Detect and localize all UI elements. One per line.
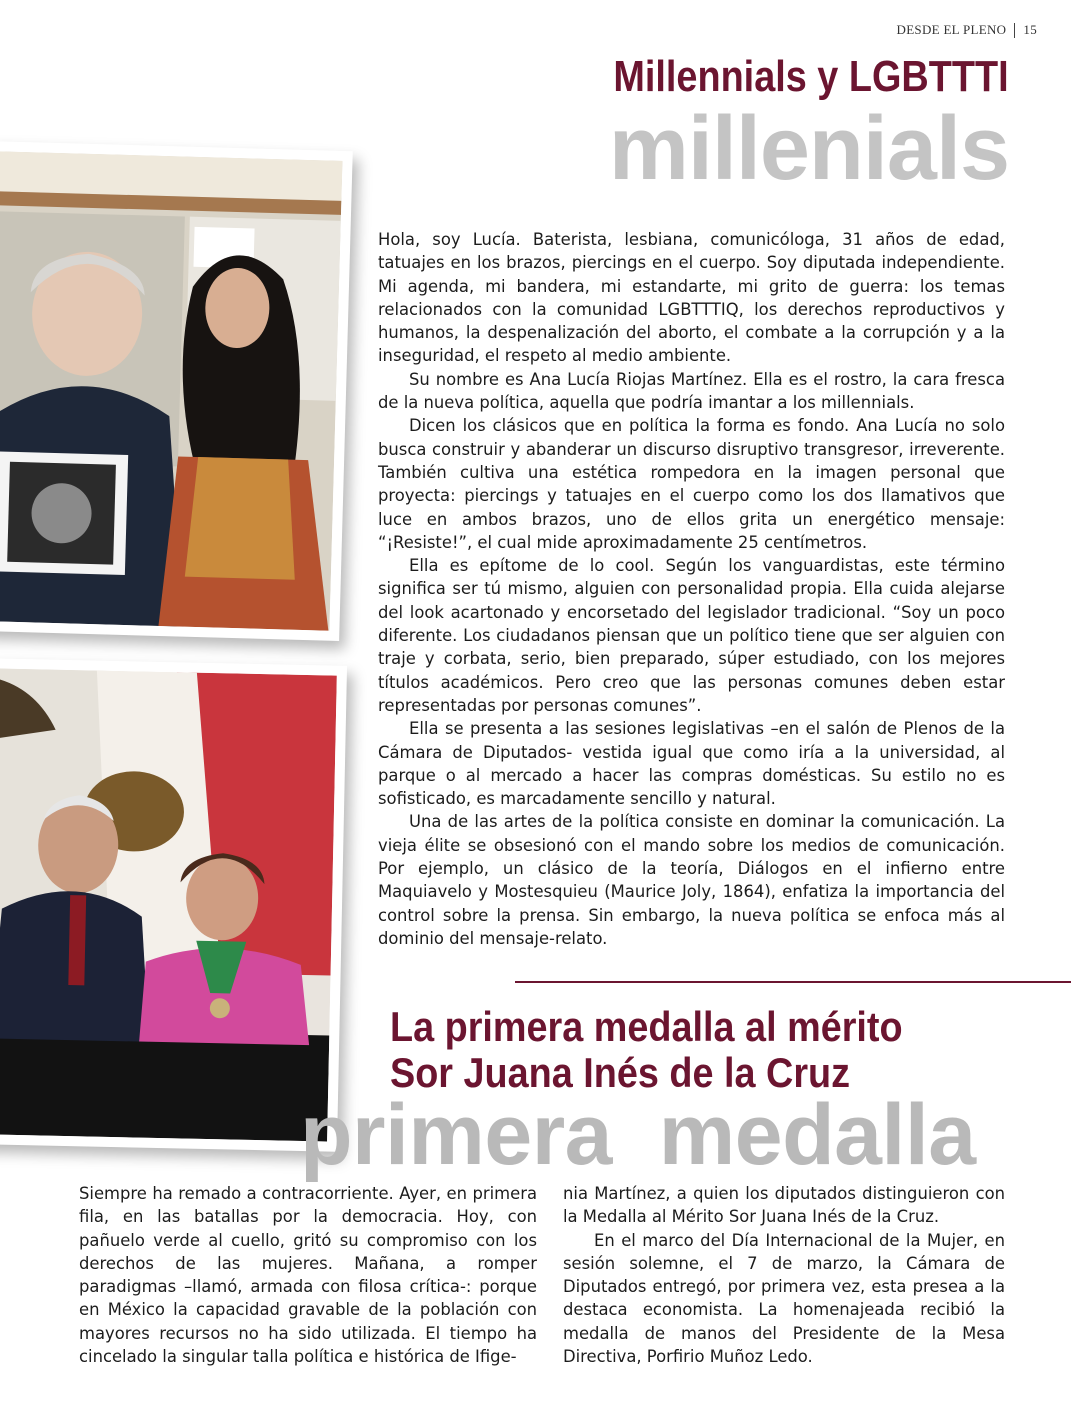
page-number: 15 — [1023, 22, 1037, 37]
article2-paragraph: En el marco del Día Internacional de la Mujer, en sesión solemne, el 7 de marzo, la Cámara de Diputados entregó, por primera vez, esta presea a la destaca economista. La homenajeada recibió la medalla de manos del Presidente de la Mesa Directiva, Porfirio Muñoz Ledo. — [563, 1230, 1005, 1367]
photo-image — [0, 151, 342, 630]
header-divider — [1014, 23, 1015, 38]
running-header — [897, 22, 1038, 38]
article2-title-line1: La primera medalla al mérito — [390, 1003, 903, 1050]
photo-medal-ceremony — [0, 658, 347, 1151]
article2-left-column — [79, 1182, 537, 1368]
article2-title — [390, 1004, 903, 1096]
article2-right-column — [563, 1182, 1005, 1368]
article1-paragraph: Hola, soy Lucía. Baterista, lesbiana, comunicóloga, 31 años de edad, tatuajes en los brazos, piercings en el cuerpo. Soy diputada independiente. Mi agenda, mi bandera, mi estandarte, mi grito de guerra: los temas relacionados con la comunidad LGBTTTIQ, los derechos reproductivos y humanos, la despenalización del aborto, el combate a la corrupción y a la inseguridad, el respeto al medio ambiente. — [378, 230, 1005, 366]
article1-paragraph: Una de las artes de la política consiste en dominar la comunicación. La vieja élite se obsesionó con el mando sobre los medios de comunicación. Por ejemplo, un clásico de la teoría, Diálogos en el infierno entre Maquiavelo y Mostesquieu (Maurice Joly, 1864), enfatiza la importancia del control sobre la prensa. Sin embargo, la nueva política se enfoca más al dominio del mensaje-relato. — [378, 812, 1005, 948]
article1-paragraph: Su nombre es Ana Lucía Riojas Martínez. Ella es el rostro, la cara fresca de la nueva política, aquella que podría imantar a los millennials. — [378, 369, 1005, 413]
section-divider — [515, 981, 1071, 983]
article1-title: Millennials y LGBTTTI — [613, 52, 1009, 101]
section-label: DESDE EL PLENO — [896, 22, 1007, 37]
article1-ghost-word: millenials — [608, 99, 1009, 199]
article2-ghost-word: primera medalla — [300, 1087, 976, 1183]
article2-paragraph: Siempre ha remado a contracorriente. Ayer, en primera fila, en las batallas por la democracia. Hoy, con pañuelo verde al cuello, gritó su compromiso con los derechos de las mujeres. Mañana, a romper paradigmas –llamó, armada con filosa crítica-: porque en México la capacidad gravable de la población con mayores recursos no ha sido utilizada. El tiempo ha cincelado la singular talla política e histórica de Ifige- — [79, 1184, 537, 1367]
article2-paragraph: nia Martínez, a quien los diputados distinguieron con la Medalla al Mérito Sor Juana Inés de la Cruz. — [563, 1184, 1005, 1227]
article2-title-line2: Sor Juana Inés de la Cruz — [390, 1049, 851, 1096]
article1-paragraph: Ella es epítome de lo cool. Según los vanguardistas, este término significa ser tú mismo, alguien con personalidad propia. Ella cuida alejarse del look acartonado y encorsetado del legislador tradicional. “Soy un poco diferente. Los ciudadanos piensan que un político tiene que ser alguien con traje y corbata, serio, bien preparado, súper estudiado, con los mejores títulos académicos. Pero creo que las personas comunes deben estar representadas por personas comunes”. — [378, 556, 1005, 715]
article1-paragraph: Dicen los clásicos que en política la forma es fondo. Ana Lucía no solo busca construir y abanderar un discurso disruptivo transgresor, irreverente. También cultiva una estética rompedora en la imagen personal que proyecta: piercings y tatuajes en el cuerpo como los dos llamativos que luce en ambos brazos, uno de ellos grita un energético mensaje: “¡Resiste!”, el cual mide aproximadamente 25 centímetros. — [378, 416, 1005, 552]
article1-paragraph: Ella se presenta a las sesiones legislativas –en el salón de Plenos de la Cámara de Diputados- vestida igual que como iría a la universidad, al parque o al mercado a hacer las compras domésticas. Su estilo no es sofisticado, es marcadamente sencillo y natural. — [378, 719, 1005, 809]
article1-body — [378, 228, 1005, 950]
photo-lucia-and-elder — [0, 141, 353, 641]
photo-image — [0, 668, 337, 1141]
